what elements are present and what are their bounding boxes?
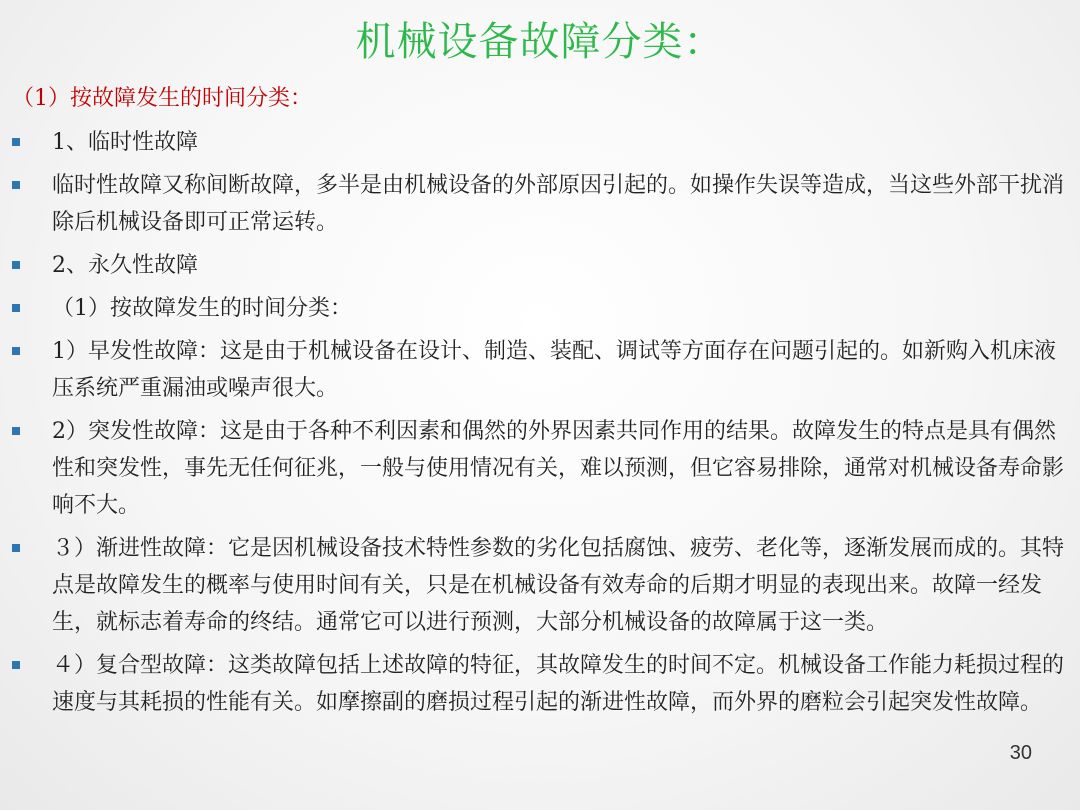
bullet-item: [0, 167, 1080, 241]
bullet-item: [0, 290, 1080, 327]
bullet-item: [0, 333, 1080, 407]
bullet-square-icon: [12, 138, 20, 146]
bullet-text: 1）早发性故障：这是由于机械设备在设计、制造、装配、调试等方面存在问题引起的。如新购入机床液压系统严重漏油或噪声很大。: [52, 339, 1057, 401]
slide-subtitle: （1）按故障发生的时间分类：: [12, 86, 312, 111]
bullet-square-icon: [12, 261, 20, 269]
bullet-item: [0, 413, 1080, 524]
bullet-square-icon: [12, 181, 20, 189]
bullet-text: 2）突发性故障：这是由于各种不利因素和偶然的外界因素共同作用的结果。故障发生的特点是具有偶然性和突发性，事先无任何征兆，一般与使用情况有关，难以预测，但它容易排除，通常对机械设备寿命影响不大。: [52, 419, 1065, 518]
bullet-square-icon: [12, 427, 20, 435]
bullet-square-icon: [12, 304, 20, 312]
bullet-text: ４）复合型故障：这类故障包括上述故障的特征，其故障发生的时间不定。机械设备工作能力耗损过程的速度与其耗损的性能有关。如摩擦副的磨损过程引起的渐进性故障，而外界的磨粒会引起突发性故障。: [52, 653, 1065, 715]
bullet-square-icon: [12, 661, 20, 669]
bullet-square-icon: [12, 544, 20, 552]
bullet-item: [0, 247, 1080, 284]
bullet-text: 2、永久性故障: [52, 253, 198, 278]
bullet-text: （1）按故障发生的时间分类：: [52, 296, 352, 321]
bullet-item: [0, 530, 1080, 641]
bullet-square-icon: [12, 347, 20, 355]
bullet-item: [0, 647, 1080, 721]
bullet-item: [0, 124, 1080, 161]
bullet-text: ３）渐进性故障：它是因机械设备技术特性参数的劣化包括腐蚀、疲劳、老化等，逐渐发展而成的。其特点是故障发生的概率与使用时间有关，只是在机械设备有效寿命的后期才明显的表现出来。故障一经发生，就标志着寿命的终结。通常它可以进行预测，大部分机械设备的故障属于这一类。: [52, 536, 1065, 635]
slide-title: 机械设备故障分类：: [355, 19, 725, 65]
bullet-text: 临时性故障又称间断故障，多半是由机械设备的外部原因引起的。如操作失误等造成，当这些外部干扰消除后机械设备即可正常运转。: [52, 173, 1065, 235]
bullet-list: [0, 124, 1080, 727]
page-number: 30: [1009, 742, 1032, 764]
bullet-text: 1、临时性故障: [52, 130, 198, 155]
